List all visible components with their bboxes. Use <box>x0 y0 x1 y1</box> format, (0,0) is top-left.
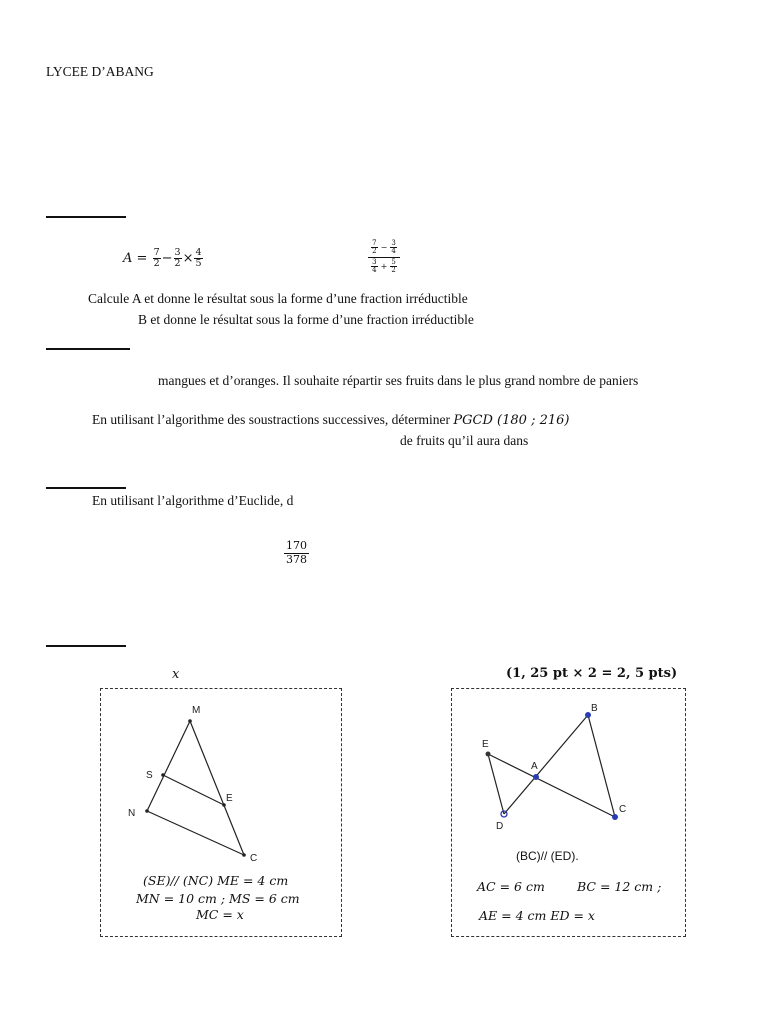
figure-2-caption-2a: AC = 6 cm <box>477 879 545 894</box>
point-N-label: N <box>128 808 136 819</box>
point-E-label: E <box>226 793 233 804</box>
figure-1-triangle <box>101 689 341 869</box>
section-rule-4 <box>46 645 126 647</box>
exercise2-line1: mangues et d’oranges. Il souhaite répartir ses fruits dans le plus grand nombre de paniers <box>158 373 639 388</box>
figure-1-caption-1: (SE)// (NC) ME = 4 cm <box>143 873 289 888</box>
points-label: (1, 25 pt × 2 = 2, 5 pts) <box>506 666 678 681</box>
figure-1-caption-3: MC = x <box>196 907 244 922</box>
figure-2-caption-1: (BC)// (ED). <box>516 849 579 863</box>
exercise3-line1: En utilisant l’algorithme d’Euclide, d <box>92 493 294 508</box>
exercise1-line2: B et donne le résultat sous la forme d’une fraction irréductible <box>138 312 474 327</box>
fraction-170-378: 170 378 <box>286 539 307 566</box>
section-rule-2 <box>46 348 130 350</box>
unknown-x-label: x <box>172 667 180 682</box>
figure-2-bowtie <box>452 689 684 839</box>
figure-2-caption-3: AE = 4 cm ED = x <box>479 908 595 923</box>
point-A-label: A <box>531 761 538 772</box>
expression-a: A = $\frac{7}{2}$ − $\frac{3}{2}$ × $\frac{4}{5}$ <box>123 247 202 269</box>
point-E-label-2: E <box>482 739 489 750</box>
point-C-label: C <box>250 853 258 864</box>
figure-2-caption-2b: BC = 12 cm ; <box>577 879 662 894</box>
section-rule-3 <box>46 487 126 489</box>
exercise2-line3: de fruits qu’il aura dans <box>400 433 529 448</box>
exercise1-line1: Calcule A et donne le résultat sous la forme d’une fraction irréductible <box>88 291 468 306</box>
section-rule-1 <box>46 216 126 218</box>
point-S-label: S <box>146 770 153 781</box>
point-D-label: D <box>496 821 504 832</box>
exercise2-line2: En utilisant l’algorithme des soustractions successives, déterminer PGCD (180 ; 216) <box>92 412 570 428</box>
point-M-label: M <box>192 705 201 716</box>
point-C-label-2: C <box>619 804 627 815</box>
expression-b: $\frac{7}{2}$ − $\frac{3}{4}$ $\frac{3}{4}$ + $\frac{5}{2}$ <box>368 240 400 274</box>
point-B-label: B <box>591 703 598 714</box>
school-name: LYCEE D’ABANG <box>46 64 154 79</box>
figure-1-caption-2: MN = 10 cm ; MS = 6 cm <box>136 891 300 906</box>
